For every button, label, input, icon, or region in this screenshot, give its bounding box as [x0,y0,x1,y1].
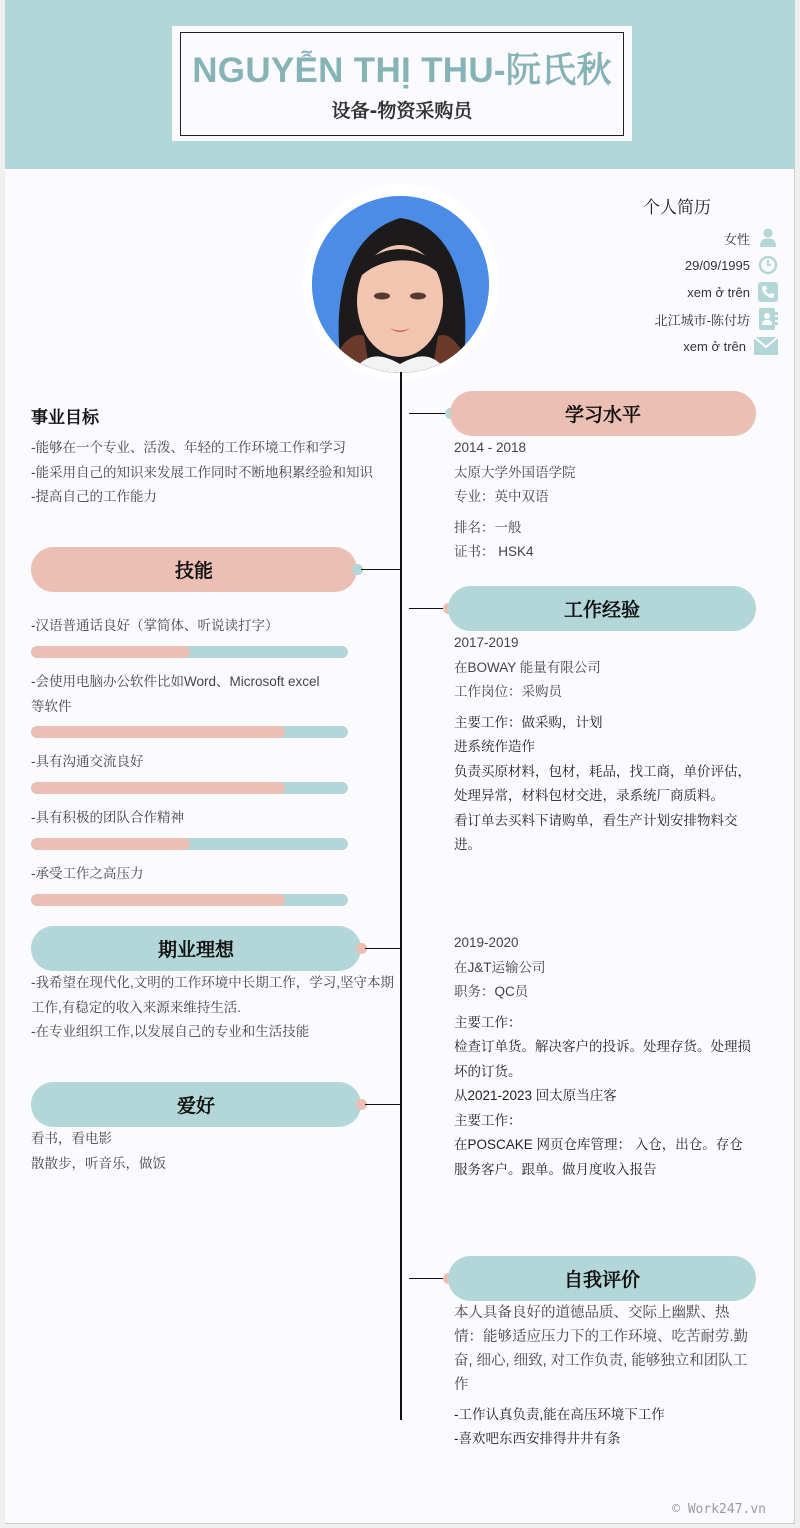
timeline-connector [365,1104,401,1105]
skill-bar-fill [31,782,285,794]
title-box-frame [180,32,624,136]
self-evaluation-header [448,1256,756,1301]
job-company: 在BOWAY 能量有限公司 [454,659,601,675]
title-box [172,26,632,141]
personal-info-title: 个人简历 [643,198,711,218]
info-address [655,308,778,330]
self-evaluation-paragraph: 本人具备良好的道德品质、交际上幽默、热情：能够适应压力下的工作环境、吃苦耐劳.勤奋, 细心, 细致, 对工作负责, 能够独立和团队工作 [454,1305,749,1393]
aspiration-title: 期业理想 [157,939,234,961]
job-duty: 从2021-2023 回太原当庄客 [454,1088,617,1103]
clock-icon [758,255,778,275]
skill-label [31,670,331,719]
hobbies-header [31,1082,361,1127]
info-email [683,335,778,357]
aspiration-text [31,971,403,1045]
hobby-line: 看书，看电影 [31,1131,112,1146]
job-position: 工作岗位：采购员 [454,684,562,699]
career-goal-line: -能采用自己的知识来发展工作同时不断地积累经验和知识 [31,464,373,480]
self-evaluation-text [454,1301,750,1451]
info-phone-text: xem ở trên [687,284,750,300]
education-period: 2014 - 2018 [454,440,527,455]
skill-label: -具有积极的团队合作精神 [31,810,184,825]
aspiration-line: -我希望在现代化,文明的工作环境中长期工作，学习,坚守本期工作,有稳定的收入来源来维持生活. [31,975,394,1015]
education-header [450,391,756,436]
skill-bar-fill [31,894,285,906]
career-goal-line: -提高自己的工作能力 [31,489,157,504]
phone-icon [758,282,778,302]
watermark: © Work247.vn [672,1502,766,1517]
address-book-icon [758,309,778,329]
job-duty: 主要工作：做采购，计划 [454,714,603,730]
job-duty: 在POSCAKE 网页仓库管理： 入仓，出仓。存仓服务客户。跟单。做月度收入报告 [454,1137,743,1177]
hobby-line: 散散步，听音乐，做饭 [31,1155,166,1171]
aspiration-header [31,926,361,971]
self-evaluation-title: 自我评价 [563,1269,640,1291]
job-duty: 负责买原材料，包材，耗品，找工商，单价评估，处理异常，材料包材交进，录系统厂商质料。 [454,763,751,803]
skill-bar [31,646,348,658]
job-period: 2017-2019 [454,635,519,650]
info-address-text: 北江城市-陈付坊 [654,312,750,328]
skill-bar-fill [31,838,190,850]
info-phone [687,281,778,303]
timeline-connector [409,413,449,414]
info-birthdate-text: 29/09/1995 [684,257,750,273]
self-evaluation-line: -喜欢吧东西安排得井井有条 [454,1431,621,1446]
skill-bar [31,726,348,738]
job-entry [454,931,754,1182]
job-duty: 主要工作： [454,1112,522,1128]
person-icon [758,228,778,248]
skill-bar [31,894,348,906]
info-gender-text: 女性 [723,231,750,247]
resume-page [5,0,795,1524]
career-goal-title: 事业目标 [31,408,99,428]
skill-label: -承受工作之高压力 [31,866,144,881]
education-major: 专业：英中双语 [454,489,549,504]
timeline-connector [361,569,401,570]
skills-header [31,547,357,592]
skill-bar-fill [31,646,190,658]
skill-label: -汉语普通话良好（掌简体、听说读打字） [31,618,279,633]
experience-title: 工作经验 [563,599,640,621]
info-birthdate [685,254,778,276]
skill-bar [31,782,348,794]
aspiration-line: -在专业组织工作,以发展自己的专业和生活技能 [31,1024,310,1039]
skill-label-text: -会使用电脑办公软件比如Word、Microsoft excel等软件 [31,674,320,714]
avatar [312,196,489,373]
hobbies-title: 爱好 [176,1095,215,1117]
skill-bar [31,838,348,850]
education-details [454,436,576,565]
skill-label: -具有沟通交流良好 [31,754,144,769]
envelope-icon [754,336,778,356]
experience-header [448,586,756,631]
timeline-line [400,372,402,1420]
job-duty: 检查订单货。解决客户的投诉。处理存货。处理损坏的订货。 [454,1039,751,1079]
education-rank: 排名：一般 [454,519,522,535]
career-goal-text [31,436,373,510]
education-certificate: 证书： HSK4 [454,544,534,559]
job-entry [454,631,754,858]
education-school: 太原大学外国语学院 [454,464,576,480]
education-title: 学习水平 [564,404,641,426]
job-duty: 主要工作： [454,1014,522,1030]
info-gender [724,227,778,249]
skills-title: 技能 [174,560,213,582]
skill-bar-fill [31,726,285,738]
self-evaluation-line: -工作认真负责,能在高压环境下工作 [454,1407,665,1422]
job-period: 2019-2020 [454,935,519,950]
job-duty: 进系统作造作 [454,739,535,754]
job-company: 在J&T运输公司 [454,959,546,975]
job-position: 职务：QC员 [454,984,529,999]
career-goal-line: -能够在一个专业、活泼、年轻的工作环境工作和学习 [31,440,346,455]
candidate-name: NGUYỄN THỊ THU-阮氏秋 [192,51,612,90]
job-title: 设备-物资采购员 [331,100,473,122]
job-duty: 看订单去买料下请购单，看生产计划安排物料交进。 [454,812,738,852]
hobbies-text [31,1127,166,1176]
info-email-text: xem ở trên [683,338,746,354]
timeline-connector [365,948,401,949]
